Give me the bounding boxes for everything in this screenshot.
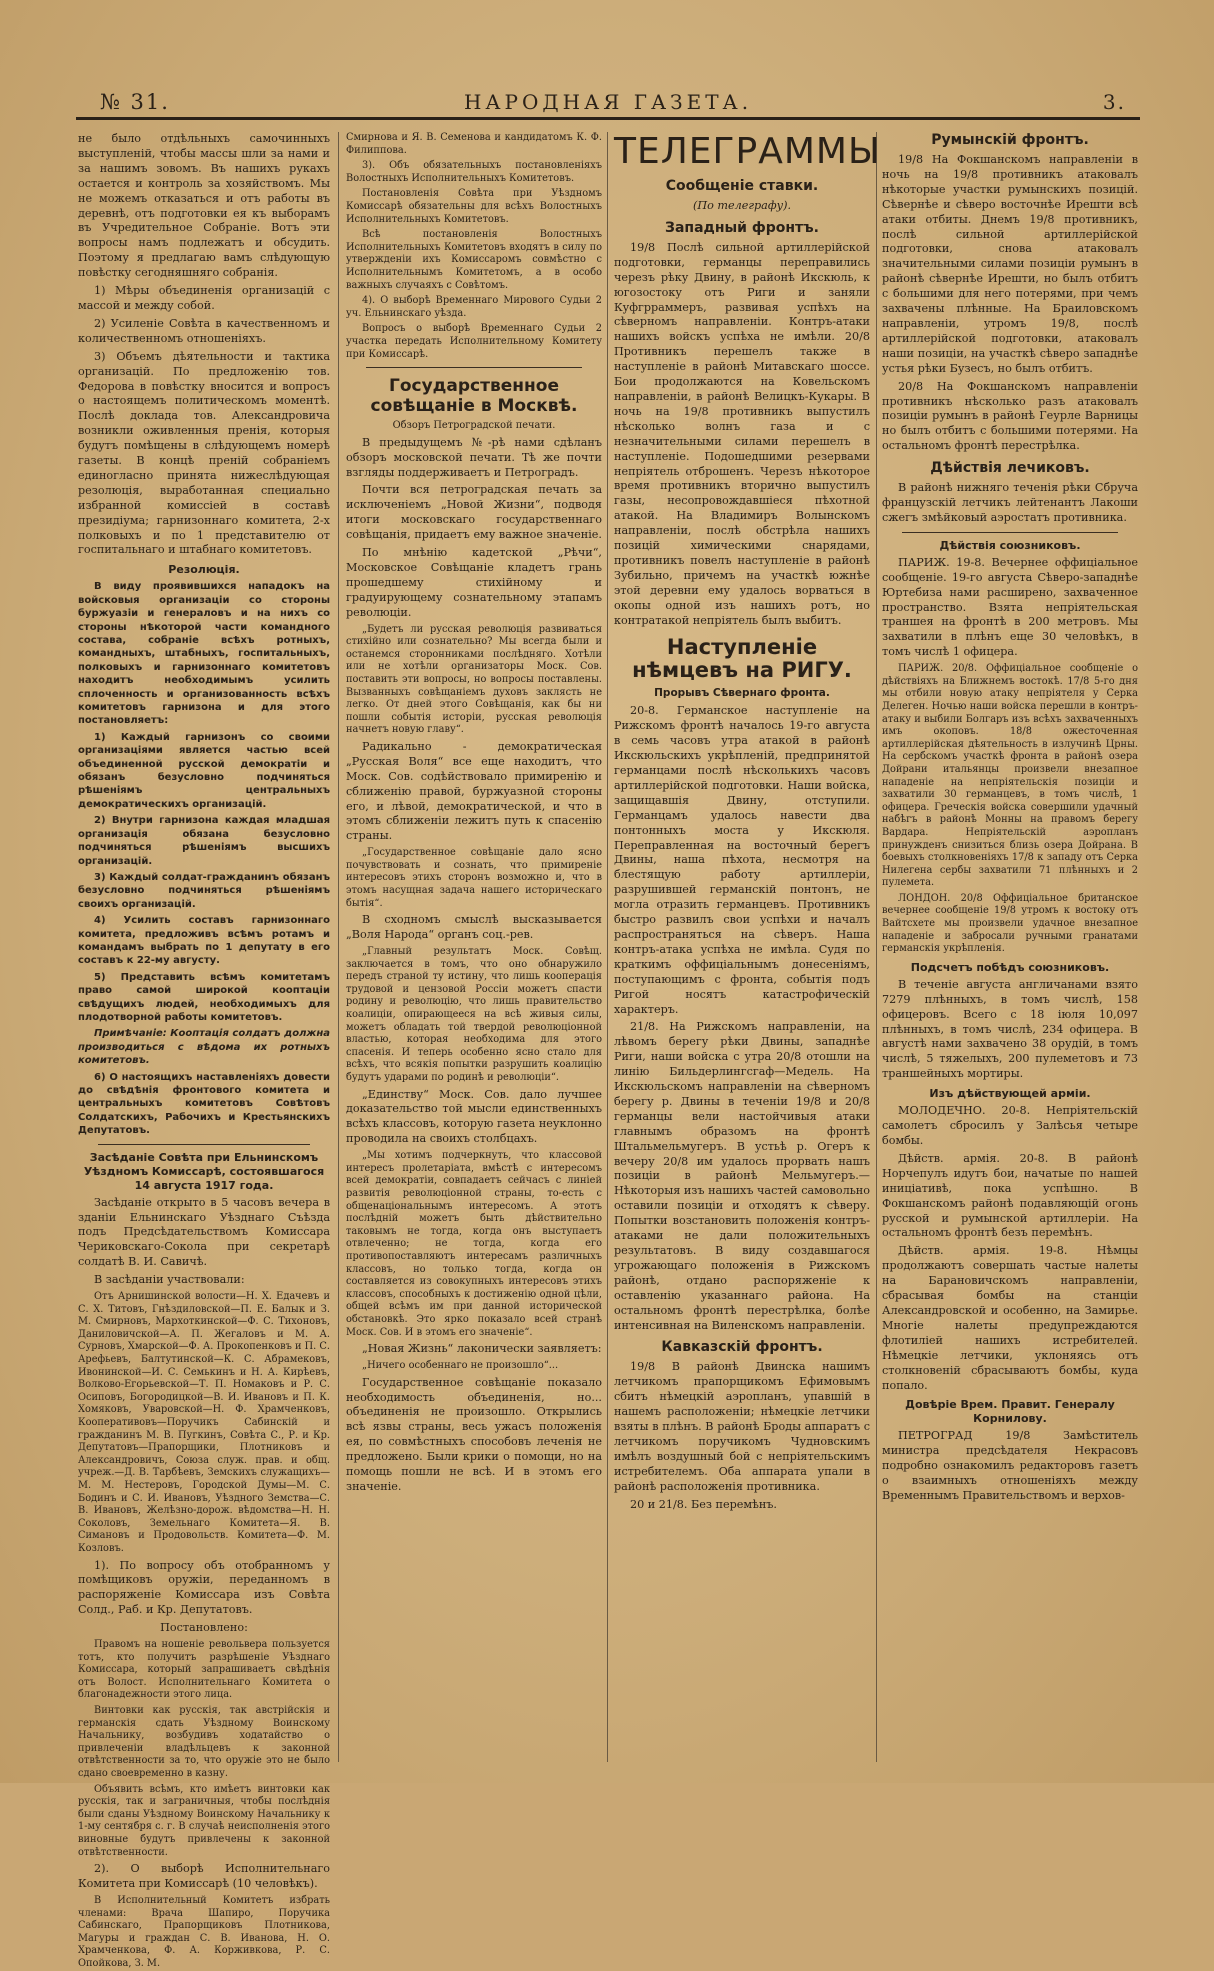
column-1 (78, 132, 331, 1969)
paragraph: МОЛОДЕЧНО. 20-8. Непріятельскій самолетъ сбросилъ у Залѣсья четыре бомбы. (882, 1104, 1138, 1147)
paragraph: 1). По вопросу объ отобранномъ у помѣщиковъ оружіи, переданномъ в распоряженіе Комиссара изъ Совѣта Солд., Раб. и Кр. Депутатовъ. (78, 1558, 330, 1617)
paragraph: 19/8 На Фокшанскомъ направленіи в ночь на 19/8 противникъ атаковалъ нѣкоторые участки румынскихъ позицій. Сѣвернѣе и сѣверо восточнѣе Ирешти всѣ атаки отбиты. Днемъ 19/8 противникъ, послѣ сильной артиллерійской подготовки, снова атаковалъ значительными силами позиціи румынъ в районѣ сѣвернѣе Ирешти, но былъ отбитъ с большими для него потерями, при чемъ захвачены плѣнные. На Браиловскомъ направленіи, утромъ 19/8, послѣ артиллерійской подготовки, атаковалъ наши позиціи, на участкѣ сѣверо западнѣе устья рѣки Бузесъ, но былъ отбитъ. (882, 153, 1138, 375)
paragraph: Радикально - демократическая „Русская Воля“ все еще находитъ, что Моск. Сов. содѣйствовало примиренію и сближенію правой, буржуазной стороны его, и лѣвой, демократической, и что в этомъ сближеніи лежитъ путь к спасенію страны. (346, 739, 602, 843)
section-heading: Сообщеніе ставки. (665, 178, 819, 194)
paragraph: Смирнова и Я. В. Семенова и кандидатомъ К. Ф. Филиппова. (346, 132, 602, 156)
paragraph: Правомъ на ношеніе револьвера пользуется тотъ, кто получитъ разрѣшеніе Уѣзднаго Комиссара, который запрашиваетъ свѣдѣнія отъ Волост. Исполнительнаго Комитета о благонадежности этого лица. (78, 1639, 330, 1701)
paragraph: 2). О выборѣ Исполнительнаго Комитета при Комиссарѣ (10 человѣкъ). (78, 1862, 330, 1891)
resolution-item: 5) Представить всѣмъ комитетамъ право самой широкой кооптаціи свѣдущихъ людей, необходимыхъ для плодотворной работы комитетовъ. (78, 971, 330, 1023)
paragraph: В сходномъ смыслѣ высказывается „Воля Народа“ органъ соц.-рев. (346, 913, 602, 942)
paragraph: Постановленія Совѣта при Уѣздномъ Комиссарѣ обязательны для всѣхъ Волостныхъ Исполнительныхъ Комитетовъ. (346, 188, 602, 225)
page-number: 3. (1102, 90, 1126, 114)
paragraph: Дѣйств. армія. 19-8. Нѣмцы продолжаютъ совершать частые налеты на Барановичскомъ направленіи, сбрасывая бомбы на станціи Александровской и особенно, на Замирье. Многіе налеты предупреждаются флотиліей нашихъ истребителей. Нѣмецкіе летчики, уклоняясь отъ столкновеній сбрасываютъ бомбы, куда попало. (882, 1244, 1138, 1392)
paragraph: 21/8. На Рижскомъ направленіи, на лѣвомъ берегу рѣки Двины, западнѣе Риги, наши войска с утра 20/8 отошли на линію Бильдерлингсгаф—Медель. На Икскюльскомъ направленіи на сѣверномъ берегу р. Двины в теченіи 19/8 и 20/8 германцы вели настойчивыя атаки главнымъ образомъ на фронтѣ Штальмельмугеръ. В устьѣ р. Огеръ к вечеру 20/8 им удалось прорвать нашъ позиціи в районѣ Мельмугеръ.— Нѣкоторыя изъ нашихъ частей самовольно оставили позиціи и отходятъ к сѣверу. Попытки возстановить положенія контръ-атаками не дали положительныхъ результатовъ. В виду создавшагося угрожающаго положенія в Рижскомъ районѣ, отдано распоряженіе к оставленію указаннаго района. На остальномъ фронтѣ перестрѣлка, болѣе интенсивная на Виленскомъ направленіи. (614, 1020, 870, 1332)
paragraph: Дѣйств. армія. 20-8. В районѣ Норчепулъ идутъ бои, начатые по нашей иниціативѣ, пока успѣшно. В Фокшанскомъ районѣ подавляющій огонь русской и румынской артиллеріи. На остальномъ фронтѣ безъ перемѣнъ. (882, 1151, 1138, 1240)
paragraph: „Единству“ Моск. Сов. дало лучшее доказательство той мысли единственныхъ всѣхъ классовъ, которую газета неуклонно проводила на своихъ столбцахъ. (346, 1087, 602, 1146)
quote: „Ничего особеннаго не произошло“... (362, 1360, 559, 1371)
article-title: Наступленіе нѣмцевъ на РИГУ. (632, 635, 852, 683)
paragraph: 20/8 На Фокшанскомъ направленіи противникъ нѣсколько разъ атаковалъ позиціи румынъ в районѣ Геурле Варницы но былъ отбитъ с большими потерями. На остальномъ фронтѣ перестрѣлка. (882, 379, 1138, 453)
column-2 (346, 132, 602, 1752)
paragraph: Государственное совѣщаніе показало необходимость объединенія, но... объединенія не произошло. Открылись всѣ язвы страны, весь ужасъ положенія ея, по совмѣстныхъ способовъ леченія не предложено. Были крики о помощи, но на помощь пошли не всѣ. И в этомъ его значеніе. (346, 1375, 602, 1493)
quote: „Мы хотимъ подчеркнуть, что классовой интересъ пролетаріата, вмѣстѣ с интересомъ всей демократіи, совпадаетъ сейчасъ с линіей развитія революціонной страны, то-есть с общенаціональнымъ интересомъ. А этотъ послѣдній можетъ быть дѣйствительно таковымъ не тогда, когда онъ выступаетъ отвлеченно; не тогда, когда его противопоставляютъ интересамъ различныхъ классовъ, но только тогда, когда он составляется из совокупныхъ интересовъ этихъ классовъ, способныхъ к достиженію одной цѣли, общей всѣмъ им при данной исторической обстановкѣ. Это ярко показало всей странѣ Моск. Сов. И в этомъ его значеніе“. (346, 1150, 602, 1338)
paragraph: В засѣданіи участвовали: (94, 1273, 245, 1287)
resolution-item: 3) Каждый солдат-гражданинъ обязанъ безусловно подчиняться рѣшеніямъ своихъ организацій. (78, 871, 330, 910)
column-3 (614, 131, 881, 1752)
session-heading: Засѣданіе Совѣта при Ельнинскомъ Уѣздномъ Комиссарѣ, состоявшагося 14 августа 1917 года. (83, 1150, 325, 1192)
resolution-text: В виду проявившихся нападокъ на войсковыя организаціи со стороны буржуазіи и генераловъ и на нихъ со стороны нѣкоторой части командного состава, собраніе всѣхъ ротныхъ, командныхъ, штабныхъ, госпитальныхъ, полковыхъ и гарнизоннаго комитетовъ находитъ необходимымъ усилить сплоченность и организованность всѣхъ комитетовъ гарнизона и для этого постановляетъ: (78, 581, 330, 727)
masthead (76, 90, 1140, 112)
paragraph: ПАРИЖ. 20/8. Оффиціальное сообщеніе о дѣйствіяхъ на Ближнемъ востокѣ. 17/8 5-го дня мы отбили новую атаку непріятеля у Серка Делеген. Ночью наши войска перешли в контръ-атаку и выбили Болгаръ изъ всѣхъ захваченныхъ имъ окоповъ. 18/8 ожесточенная артиллерійская дѣятельность в излучинѣ Црны. На сербскомъ участкѣ фронта в районѣ озера Дойрани итальянцы произвели внезапное нападеніе на непріятельскія позиціи и захватили 30 германцевъ, в томъ числѣ, 1 офицера. Греческія войска совершили удачный набѣгъ в районѣ Монны на правомъ берегу Вардара. Непріятельскій аэропланъ принужденъ снизиться близь озера Дойрана. В боевыхъ столкновеніяхъ 17/8 к западу отъ Серка Нилегена сербы захватили 71 плѣнныхъ и 2 пулемета. (882, 663, 1138, 889)
paragraph: 20-8. Германское наступленіе на Рижскомъ фронтѣ началось 19-го августа в семь часовъ утра атакой в районѣ Икскюльскихъ укрѣпленій, предпринятой германцами послѣ нѣсколькихъ часовъ артиллерійской подготовки. Наши войска, защищавшія Двину, отступили. Германцамъ удалось навести два понтонныхъ моста у Икскюля. Переправленная на восточный берегъ Двины, наша пѣхота, несмотря на блестящую работу артиллеріи, разрушившей германскій понтонъ, не могла отразить германцевъ. Противникъ быстро развилъ свои успѣхи и началъ распространяться на сѣверъ. Наша контръ-атака успѣха не имѣла. Судя по краткимъ оффиціальнымъ донесеніямъ, поступающимъ с фронта, событія подъ Ригой носятъ катастрофическій характеръ. (614, 704, 870, 1016)
paragraph: 20 и 21/8. Без перемѣнъ. (630, 1497, 777, 1511)
telegrams-heading: ТЕЛЕГРАММЫ (614, 131, 881, 172)
paragraph: 1) Мѣры объединенія организацій с массой и между собой. (78, 284, 330, 312)
resolution-note: Примѣчаніе: Кооптація солдатъ должна производиться с вѣдома их ротныхъ комитетовъ. (78, 1028, 331, 1067)
resolution-item: 2) Внутри гарнизона каждая младшая организація обязана безусловно подчиняться рѣшеніямъ высшихъ организацій. (78, 815, 330, 867)
article-subtitle: Обзоръ Петроградской печати. (392, 420, 556, 432)
section-heading: Дѣйствія лечиковъ. (930, 460, 1090, 477)
separator (366, 367, 582, 368)
paragraph: Всѣ постановленія Волостныхъ Исполнительныхъ Комитетовъ входятъ в силу по утвержденіи ихъ Комиссаромъ совмѣстно с Исполнительнымъ Комитетомъ, а в особо важныхъ случаяхъ с Совѣтомъ. (346, 229, 602, 291)
paragraph: не было отдѣльныхъ самочинныхъ выступленій, чтобы массы шли за нами и за нашимъ зовомъ. Въ нашихъ рукахъ остается и контроль за хозяйствомъ. Мы не можемъ отказаться и отъ работы въ деревнѣ, отъ подготовки ея къ выборамъ въ Учредительное Собраніе. Вотъ эти вопросы намъ подлежатъ и обсудить. Поэтому я предлагаю вамъ слѣдующую повѣстку сегодняшняго собранія. (78, 132, 330, 280)
resolution-heading: Резолюція. (168, 563, 240, 577)
paragraph: ПЕТРОГРАД 19/8 Замѣститель министра предсѣдателя Некрасовъ подробно ознакомилъ редакторовъ газетъ о взаимныхъ отношеніяхъ между Временнымъ Правительствомъ и верхов- (882, 1429, 1138, 1503)
resolution-item: 1) Каждый гарнизонъ со своими организаціями является частью всей объединенной русской демократіи и обязанъ безусловно подчиняться рѣшеніямъ центральныхъ демократическихъ организацій. (78, 731, 330, 810)
paragraph: Засѣданіе открыто в 5 часовъ вечера в зданіи Ельнинскаго Уѣзднаго Съѣзда подъ Предсѣдательствомъ Комиссара Чериковскаго-Сокола при секретарѣ солдатѣ В. И. Савичѣ. (78, 1195, 330, 1269)
paragraph: 3) Объемъ дѣятельности и тактика организацій. По предложенію тов. Федорова в повѣстку вносится и вопросъ о настоящемъ политическомъ моментѣ. Послѣ доклада тов. Александровича возникли оживленныя пренія, которыя будутъ помѣщены в слѣдующемъ номерѣ газеты. В концѣ преній собраніемъ единогласно принята нижеслѣдующая резолюція, выработанная специально избранной комиссіей в составѣ президіума; гарнизоннаго комитета, 2-х полковыхъ и по 1 представителю от госпитальнаго и штабнаго комитетовъ. (78, 349, 330, 557)
header-rule (76, 117, 1140, 120)
article-subtitle: Прорывъ Сѣвернаго фронта. (654, 687, 830, 700)
newspaper-title: НАРОДНАЯ ГАЗЕТА. (463, 90, 753, 114)
paragraph: 19/8 Послѣ сильной артиллерійской подготовки, германцы переправились черезъ рѣку Двину, в районѣ Икскюль, к югозостоку отъ Риги и заняли Куфгрраммеръ, развивая успѣхъ на сѣверномъ направленіи. Контръ-атаки нашихъ войскъ успѣха не имѣли. 20/8 Противникъ перешелъ также в наступленіе в районѣ Митавскаго шоссе. Бои продолжаются на Ковельскомъ направленіи, в районѣ Велицкъ-Кукары. В ночь на 19/8 противникъ выпустилъ нѣсколько волнъ газа и с незначительными силами перешелъ в наступленіе. Подошедшими резервами непріятель отброшенъ. Черезъ нѣкоторое время противникъ вторично выпустилъ газы, несопровождавшіеся пѣхотной атакой. На Владимиръ Волынскомъ направленіи, послѣ обстрѣла нашихъ позицій химическими снарядами, противникъ повелъ наступленіе в районѣ Зубильно, причемъ на участкѣ южнѣе этой деревни ему удалось ворваться в окопы одной изъ нашихъ ротъ, но контратакой непріятель былъ выбитъ. (614, 240, 870, 627)
paragraph: В теченіе августа англичанами взято 7279 плѣнныхъ, в томъ числѣ, 158 офицеровъ. Всего с 18 іюля 10,097 плѣнныхъ, в томъ числѣ, 234 офицера. В августѣ нами захвачено 38 орудій, в томъ числѣ, 5 тяжелыхъ, 200 пулеметовъ и 73 траншейныхъ мортиры. (882, 977, 1138, 1081)
column-divider (607, 132, 608, 1762)
paragraph: 19/8 В районѣ Двинска нашимъ летчикомъ прапорщикомъ Ефимовымъ сбитъ нѣмецкій аэропланъ, упавшій в нашемъ расположеніи; нѣмецкіе летчики взяты в плѣнъ. В районѣ Броды аппаратъ с летчикомъ поручикомъ Чудновскимъ имѣлъ воздушный бой с непріятельскимъ истребителемъ. Оба аппарата упали в районѣ расположенія противника. (614, 1360, 870, 1493)
section-heading: Кавказскій фронтъ. (661, 1339, 823, 1356)
paragraph: ЛОНДОН. 20/8 Оффиціальное британское вечернее сообщеніе 19/8 утромъ к востоку отъ Вайтсхете мы произвели удачное внезапное нападеніе и забросали ручными гранатами германскія укрѣпленія. (882, 892, 1138, 955)
paragraph: В предыдущемъ №-рѣ нами сдѣланъ обзоръ московской печати. Тѣ же почти взгляды поддерживаетъ и Петроградъ. (346, 435, 602, 479)
column-divider (338, 132, 339, 1762)
column-divider (876, 132, 877, 1762)
section-heading: Довѣріе Врем. Правит. Генералу Корнилову. (905, 1398, 1115, 1426)
resolution-item: 4) Усилить составъ гарнизоннаго комитета, предложивъ всѣмъ ротамъ и командамъ выбрать по 1 депутату в его составъ к 22-му августу. (78, 915, 330, 967)
paragraph: Объявить всѣмъ, кто имѣетъ винтовки как русскія, так и заграничныя, чтобы послѣднія были сданы Уѣздному Воинскому Начальнику к 1-му сентября с. г. В случаѣ неисполненія этого виновные будутъ привлечены к законной отвѣтственности. (78, 1783, 330, 1858)
section-heading: Дѣйствія союзниковъ. (939, 538, 1081, 552)
quote: „Будетъ ли русская революція развиваться стихійно или сознательно? Мы всегда были и останемся сторонниками послѣдняго. Хотѣли или не хотѣли организаторы Моск. Сов. поставить эти вопросы, но вопросы поставлены. Вызванныхъ совѣщаніемъ духовъ заклясть не легко. От дней этого Совѣщанія, как бы ни пошли событія исторіи, русская революція начнетъ новую главу“. (346, 623, 602, 736)
paragraph: В районѣ нижняго теченія рѣки Сбруча французскій летчикъ лейтенантъ Лакоши сжегъ змѣйковый аэростатъ противника. (882, 481, 1138, 524)
quote: „Государственное совѣщаніе дало ясно почувствовать и сознать, что примиреніе интересовъ этихъ сторонъ возможно и, что в этомъ насущная задача нашего историческаго бытія“. (346, 847, 602, 909)
paragraph: По мнѣнію кадетской „Рѣчи“, Московское Совѣщаніе кладетъ грань прошедшему стихійному и градуирующему сознательному этапамъ революціи. (346, 546, 602, 619)
article-title: Государственное совѣщаніе в Москвѣ. (370, 376, 578, 417)
separator (98, 1144, 310, 1145)
paragraph: 2) Усиленіе Совѣта в качественномъ и количественномъ отношеніяхъ. (78, 316, 330, 345)
column-4 (882, 132, 1138, 1752)
paragraph: 3). Объ обязательныхъ постановленіяхъ Волостныхъ Исполнительныхъ Комитетовъ. (346, 160, 602, 184)
paragraph: Почти вся петроградская печать за исключеніемъ „Новой Жизни“, подводя итоги московскаго государственнаго совѣщанія, придаетъ ему важное значеніе. (346, 483, 602, 542)
paragraph: Винтовки как русскія, так австрійскія и германскія сдать Уѣздному Воинскому Начальнику, возбудивъ ходатайство о привлеченіи владѣльцевъ к законной отвѣтственности за то, что оружіе это не было сдано своевременно в казну. (78, 1705, 330, 1779)
paragraph: В Исполнительный Комитетъ избрать членами: Врача Шапиро, Поручика Сабинскаго, Прапорщиковъ Плотникова, Магуры и граждан С. В. Иванова, Н. О. Храмченкова, Ф. А. Корживкова, Р. С. Опойкова, З. М. (78, 1894, 330, 1969)
section-subheading: (По телеграфу). (692, 199, 792, 212)
paragraph: Отъ Арнишинской волости—Н. Х. Едачевъ и С. Х. Титовъ, Гнѣздиловской—П. Е. Балык и З. М. Смирновъ, Мархоткинской—Ф. С. Тихоновъ, Даниловичской—А. П. Жегаловъ и М. А. Сурновъ, Хмарской—Ф. А. Прокопенковъ и П. С. Арефьевъ, Балтутинской—К. С. Абрамековъ, Ивонинской—И. С. Семькинъ и Н. А. Кирѣевъ, Волково-Егорьевской—Т. П. Номаковъ и Р. С. Осиповъ, Богородицкой—В. И. Ивановъ и П. К. Хомяковъ, Уваровской—Н. Ф. Храмченковъ, Кооперативовъ—Поручикъ Сабинскій и гражданинъ М. В. Пугкинъ, Совѣта С., Р. и Кр. Депутатовъ—Прапорщики, Плотниковъ и Александровичъ, Союза служ. прав. и общ. учреж.—Д. В. Тарбѣевъ, Земскихъ служащихъ—М. М. Нестеровъ, Городской Думы—М. С. Бодинъ и С. И. Ивановъ, Уѣздного Земства—С. В. Ивановъ, Желѣзно-дорож. вѣдомства—Н. Н. Соколовъ, Земельнаго Комитета—Я. В. Симановъ и Продовольств. Комитета—Ф. М. Козловъ. (78, 1291, 330, 1554)
paragraph: Постановлено: (160, 1621, 248, 1635)
section-heading: Изъ дѣйствующей арміи. (929, 1087, 1091, 1101)
section-heading: Румынскій фронтъ. (931, 132, 1089, 148)
resolution-item: 6) О настоящихъ наставленіяхъ довести до свѣдѣнія фронтового комитета и центральныхъ комитетовъ Совѣтовъ Солдатскихъ, Рабочихъ и Крестьянскихъ Депутатовъ. (78, 1071, 330, 1137)
paragraph: ПАРИЖ. 19-8. Вечернее оффиціальное сообщеніе. 19-го августа Сѣверо-западнѣе Юртебиза нами расширено, захваченное пространство. Взята непріятельская траншея на фронтѣ в 200 метровъ. Мы захватили в плѣнъ еще 30 человѣкъ, в томъ числѣ 1 офицера. (882, 555, 1138, 659)
section-heading: Подсчетъ побѣдъ союзниковъ. (910, 960, 1110, 974)
paragraph: Вопросъ о выборѣ Временнаго Судьи 2 участка передать Исполнительному Комитету при Комиссарѣ. (346, 323, 602, 360)
paragraph: „Новая Жизнь“ лаконически заявляетъ: (362, 1342, 602, 1356)
paragraph: 4). О выборѣ Временнаго Мирового Судьи 2 уч. Ельнинскаго уѣзда. (346, 295, 602, 319)
issue-number: № 31. (100, 90, 170, 114)
separator (902, 532, 1118, 533)
section-heading: Западный фронтъ. (665, 219, 819, 236)
quote: „Главный результатъ Моск. Совѣщ. заключается в томъ, что оно обнаружило передъ страной ту истину, что лишь кооперація трудовой и цензовой Россіи можетъ спасти родину и революцію, что лишь правительство коалиціи, опирающееся на всѣ живыя силы, можетъ обладать той твердой революціонной властью, которая необходима для этого спасенія. И теперь особенно ясно стало для всѣхъ, что всякія попытки разрушить коалицію будутъ ударами по родинѣ и революціи“. (346, 946, 602, 1083)
